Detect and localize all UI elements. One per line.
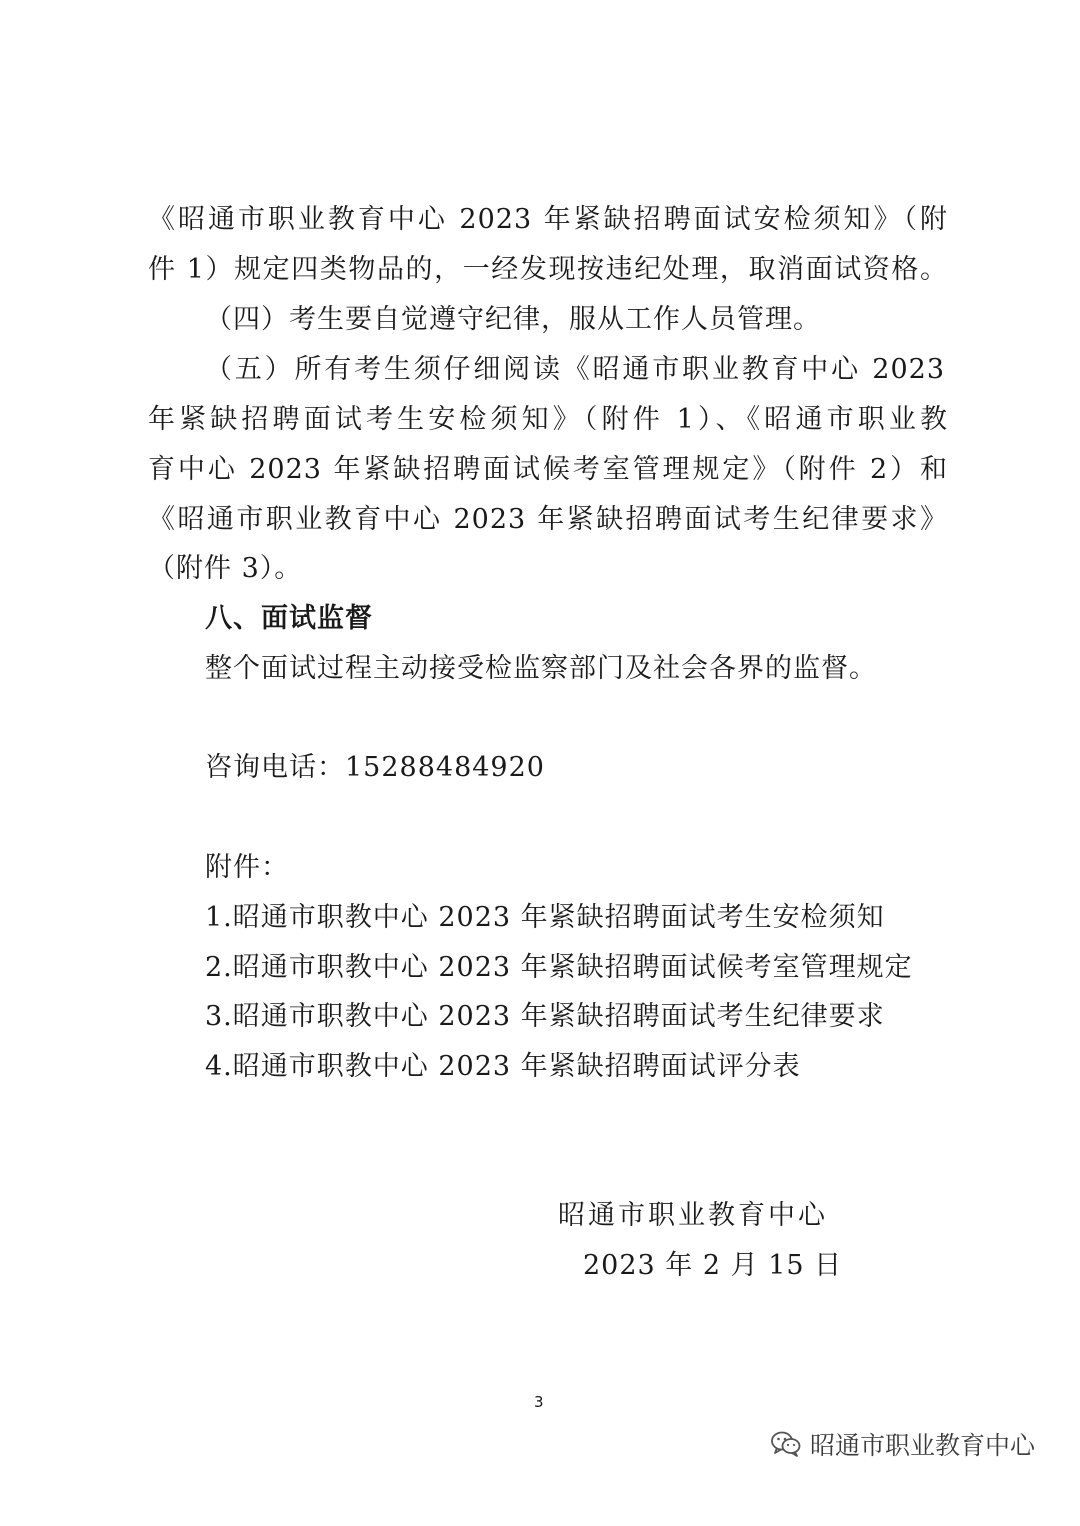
- section-text: 整个面试过程主动接受检监察部门及社会各界的监督。: [205, 653, 877, 684]
- body-line: （五）所有考生须仔细阅读《昭通市职业教育中心 2023: [205, 354, 945, 385]
- attachment-item: 2.昭通市职教中心 2023 年紧缺招聘面试候考室管理规定: [205, 952, 913, 983]
- watermark-text: 昭通市职业教育中心: [810, 1431, 1036, 1460]
- attachment-item: 4.昭通市职教中心 2023 年紧缺招聘面试评分表: [205, 1051, 801, 1082]
- body-line: 《昭通市职业教育中心 2023 年紧缺招聘面试安检须知》（附: [148, 204, 948, 235]
- attachments-heading: 附件：: [205, 852, 289, 883]
- signature-org: 昭通市职业教育中心: [558, 1200, 828, 1231]
- page-number: 3: [534, 1393, 544, 1411]
- body-line: （附件 3）。: [148, 553, 303, 584]
- body-line: 件 1）规定四类物品的，一经发现按违纪处理，取消面试资格。: [148, 254, 948, 285]
- watermark: [770, 1428, 1035, 1460]
- body-line: （四）考生要自觉遵守纪律，服从工作人员管理。: [205, 304, 821, 335]
- section-heading: 八、面试监督: [205, 603, 373, 634]
- body-line: 年紧缺招聘面试考生安检须知》（附件 1）、《昭通市职业教: [148, 404, 948, 435]
- body-line: 育中心 2023 年紧缺招聘面试候考室管理规定》（附件 2）和: [148, 454, 948, 485]
- attachment-item: 1.昭通市职教中心 2023 年紧缺招聘面试考生安检须知: [205, 902, 885, 933]
- body-line: 《昭通市职业教育中心 2023 年紧缺招聘面试考生纪律要求》: [148, 504, 948, 535]
- attachment-item: 3.昭通市职教中心 2023 年紧缺招聘面试考生纪律要求: [205, 1001, 885, 1032]
- signature-date: 2023 年 2 月 15 日: [583, 1250, 843, 1281]
- wechat-icon: [770, 1430, 802, 1458]
- contact-phone: 咨询电话：15288484920: [205, 752, 545, 783]
